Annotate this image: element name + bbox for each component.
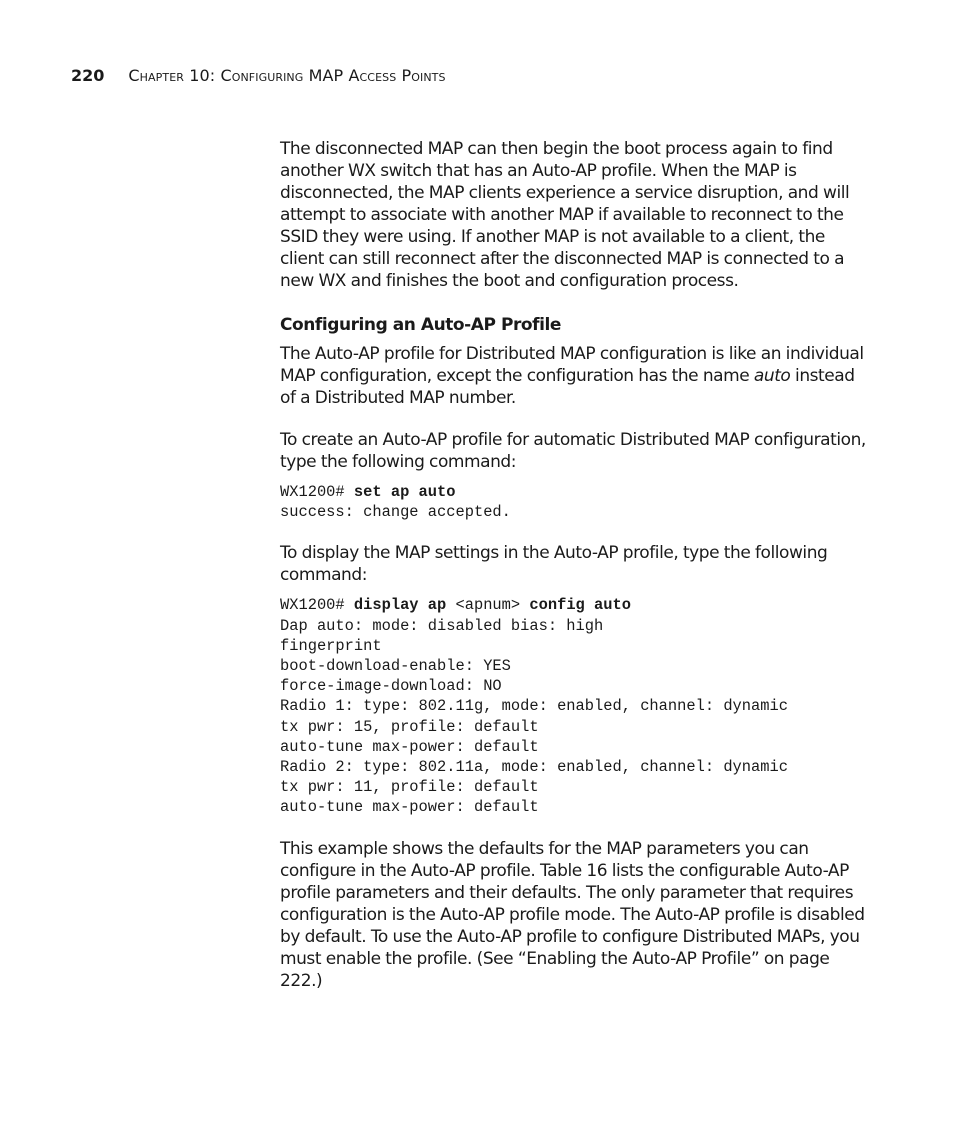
chapter-title: Chapter 10: Configuring MAP Access Points [128, 66, 446, 85]
paragraph-disconnected: The disconnected MAP can then begin the boot process again to find another WX switch that has an Auto-AP profile. When the MAP is disconnected, the MAP clients experience a service disruption, and will attempt to associate with another MAP if available to reconnect to the SSID they were using. If another MAP is not available to a client, the client can still reconnect after the disconnected MAP is connected to a new WX and finishes the boot and configuration process. [280, 139, 850, 291]
section-heading: Configuring an Auto-AP Profile [280, 315, 561, 335]
code-output-line: force-image-download: NO [280, 677, 502, 696]
main-content [280, 138, 872, 992]
code-output-line: boot-download-enable: YES [280, 657, 511, 676]
code-block-create [280, 482, 872, 522]
code-argument: <apnum> [446, 596, 530, 615]
code-output-line: tx pwr: 15, profile: default [280, 717, 539, 736]
code-prompt: WX1200# [280, 483, 354, 501]
paragraph-create: To create an Auto-AP profile for automatic Distributed MAP configuration, type the following command: [280, 430, 866, 472]
page-number: 220 [71, 66, 105, 85]
code-block-display [280, 595, 872, 817]
paragraph-profile-text-2: instead of a Distributed MAP number. [280, 366, 855, 408]
code-command: config auto [529, 596, 631, 615]
code-line [280, 595, 872, 615]
code-command: set ap auto [353, 483, 456, 501]
code-output-line: Radio 1: type: 802.11g, mode: enabled, channel: dynamic [280, 697, 788, 716]
paragraph-display: To display the MAP settings in the Auto-AP profile, type the following command: [280, 543, 828, 586]
paragraph-profile-emphasis: auto [753, 366, 791, 386]
code-output-line: auto-tune max-power: default [280, 798, 539, 817]
code-output-line: Dap auto: mode: disabled bias: high [280, 616, 604, 635]
paragraph-profile-text-1: The Auto-AP profile for Distributed MAP configuration is like an individual MAP configuration, except the configuration has the name [280, 344, 864, 386]
code-output-line: auto-tune max-power: default [280, 737, 539, 756]
code-line [280, 482, 872, 502]
code-command: display ap [353, 596, 447, 615]
code-prompt: WX1200# [280, 596, 354, 615]
paragraph-example: This example shows the defaults for the MAP parameters you can configure in the Auto-AP profile. Table 16 lists the configurable Auto-AP profile parameters and their defaults. The only parameter that requires configuration is the Auto-AP profile mode. The Auto-AP profile is disabled by default. To use the Auto-AP profile to configure Distributed MAPs, you must enable the profile. (See “Enabling the Auto-AP Profile” on page 222.) [280, 838, 865, 991]
code-output-line: success: change accepted. [280, 503, 511, 522]
page-header [71, 66, 446, 86]
code-output-line: fingerprint [280, 636, 382, 655]
code-output-line: tx pwr: 11, profile: default [280, 778, 539, 797]
paragraph-profile [280, 343, 872, 409]
code-output-line: Radio 2: type: 802.11a, mode: enabled, channel: dynamic [280, 758, 788, 777]
